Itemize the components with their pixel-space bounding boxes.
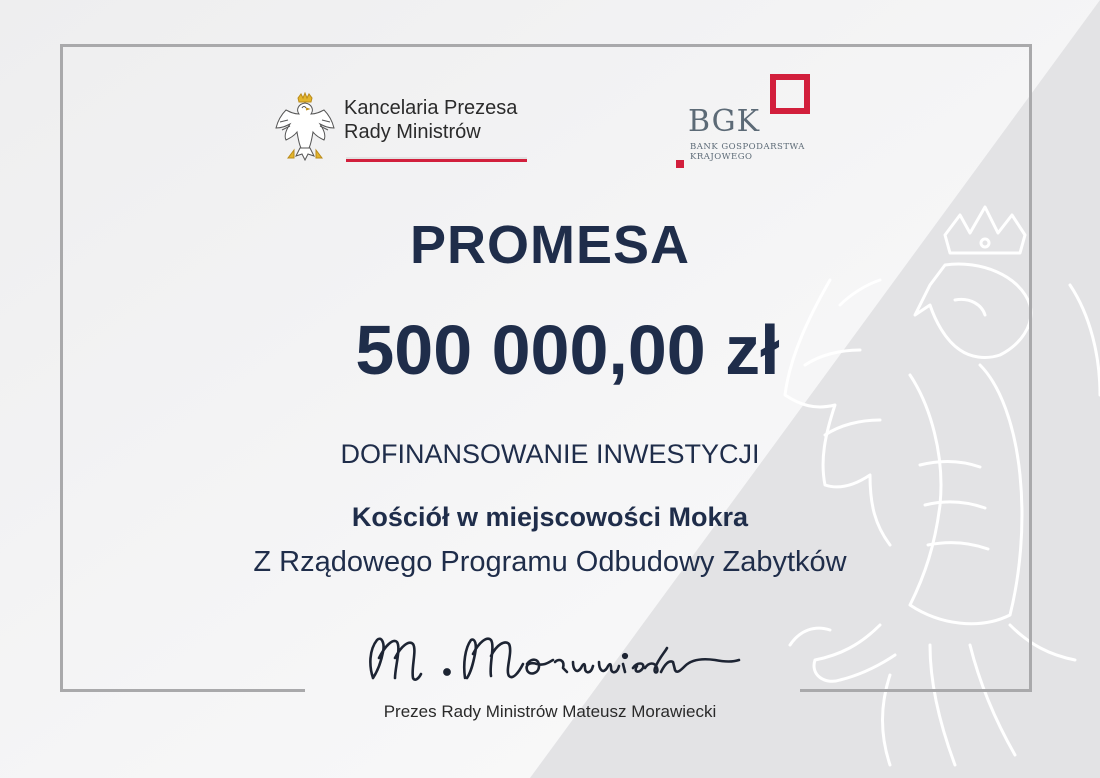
document-title: PROMESA	[409, 215, 691, 275]
frame-top-border	[60, 44, 1032, 47]
bgk-sub-line1: BANK GOSPODARSTWA	[690, 142, 805, 152]
signer-name: Prezes Rady Ministrów Mateusz Morawiecki	[383, 702, 717, 721]
investment-name: Kościół w miejscowości Mokra	[351, 502, 749, 532]
red-dot-mark-icon	[676, 160, 684, 168]
eagle-watermark-icon	[730, 205, 1100, 778]
white-eagle-emblem-icon	[272, 92, 338, 164]
document-subtitle: DOFINANSOWANIE INWESTYCJI	[340, 439, 760, 469]
bgk-sub-line2: KRAJOWEGO	[690, 152, 753, 162]
kprm-logo	[272, 90, 532, 170]
red-square-mark-icon	[770, 74, 810, 114]
frame-bottom-left-border	[60, 689, 305, 692]
promise-amount: 500 000,00 zł	[355, 311, 780, 389]
bgk-subtitle	[690, 142, 805, 162]
frame-bottom-right-border	[800, 689, 1032, 692]
kprm-line1: Kancelaria Prezesa	[344, 97, 518, 119]
bgk-name: BGK	[688, 104, 760, 139]
handwritten-signature	[355, 628, 745, 690]
kprm-underline-red	[346, 159, 527, 162]
bgk-logo	[672, 72, 822, 172]
kprm-line2: Rady Ministrów	[344, 121, 481, 143]
kprm-name	[344, 96, 517, 144]
program-name: Z Rządowego Programu Odbudowy Zabytków	[253, 546, 847, 578]
